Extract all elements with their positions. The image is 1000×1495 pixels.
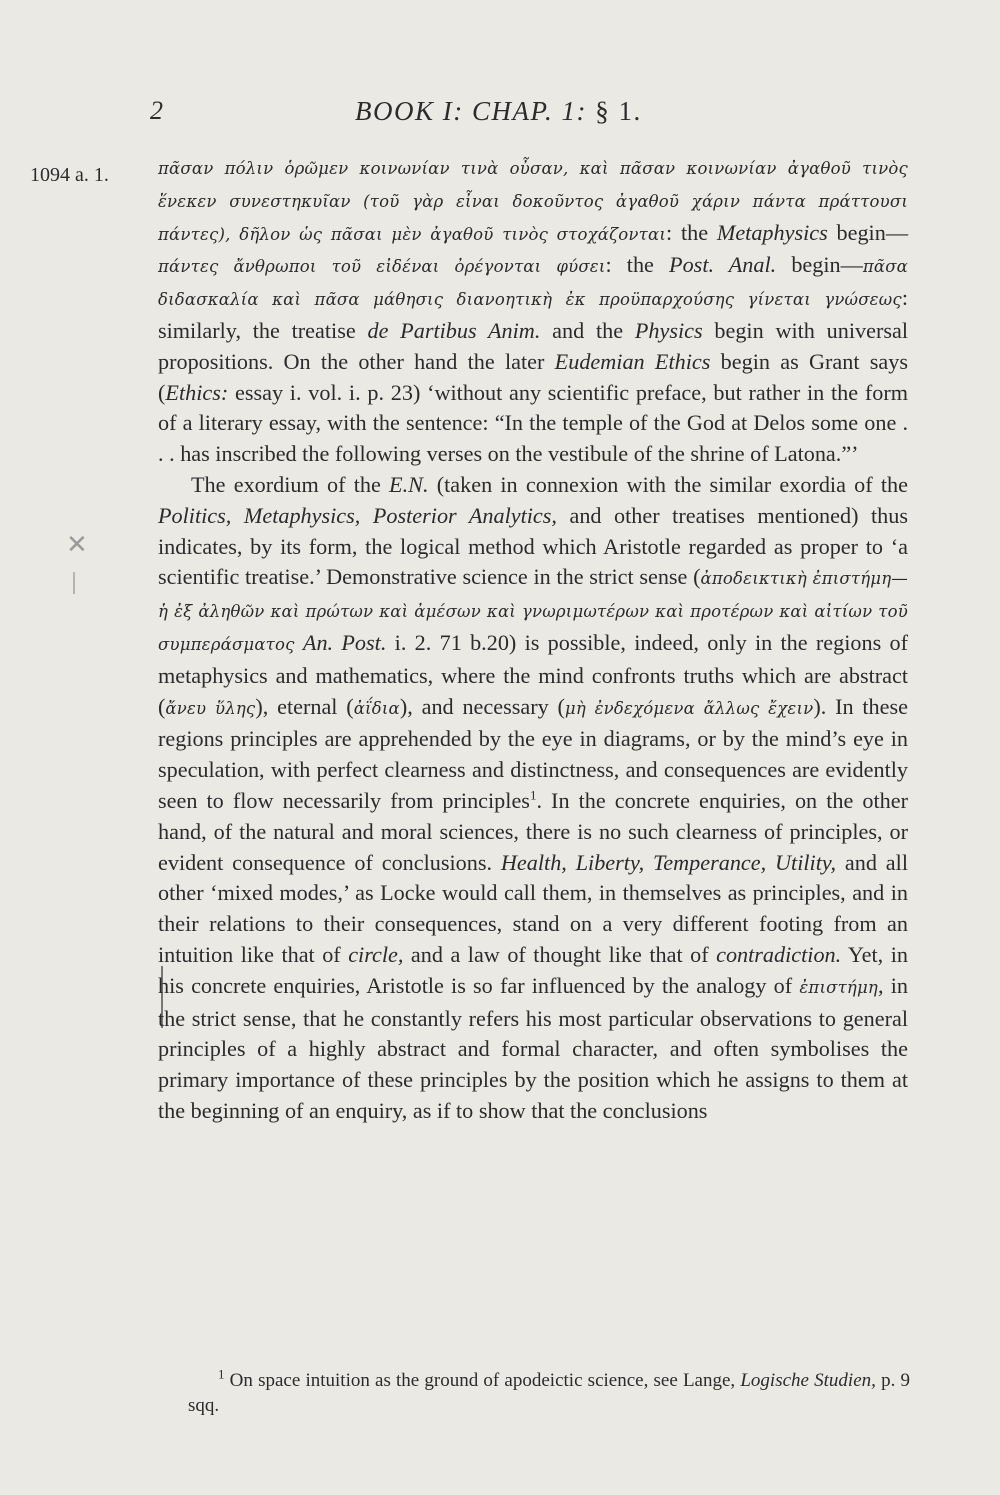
text-run: (taken in connexion with the similar exordia of the [428,471,908,497]
greek-text: πᾶσαν πόλιν ὁρῶμεν κοινωνίαν τινὰ οὖσαν, καὶ πᾶσαν κοινωνίαν ἀγαθοῦ τινὸς ἕνεκεν συνεστηκυῖαν (τοῦ γὰρ εἶναι δοκοῦντος ἀγαθοῦ χάριν πάντα πράττουσι πάντες), δῆλον ὡς πᾶσαι μὲν ἀγαθοῦ τινὸς στοχάζονται [158,159,908,244]
footnote-marker: 1 [529,787,537,803]
text-run: i. 2. 71 b.20) is possible, indeed, only in the regions of metaphysics and mathematics, where the mind confronts truths which are abstract ( [158,629,908,719]
paragraph-1 [158,152,908,470]
italic-text: Physics [634,317,703,343]
text-run: ), and necessary ( [399,693,565,719]
text-run: and the [540,317,635,343]
italic-text: Ethics: [165,379,229,405]
text-run: : the [666,219,717,245]
italic-text: circle, [348,941,404,967]
paragraph-2 [158,470,908,1127]
italic-text: Post. Anal. [669,252,777,278]
greek-text: ἐπιστήμη [799,977,878,997]
footnote-text [188,1368,910,1418]
greek-text: πᾶσα διδασκαλία καὶ πᾶσα μάθησις διανοητικὴ ἐκ προϋπαρχούσης γίνεται γνώσεως [158,257,909,310]
italic-text: Politics, Metaphysics, Posterior Analytics, [158,502,557,528]
running-head-section: § 1. [595,96,642,126]
footnote-number: 1 [218,1366,225,1382]
greek-text: πάντες ἄνθρωποι τοῦ εἰδέναι ὀρέγονται φύσει [158,257,606,277]
italic-text: E.N. [389,471,429,497]
greek-text: ἀποδεικτικὴ ἐπιστήμη—ἡ ἐξ ἀληθῶν καὶ πρώτων καὶ ἀμέσων καὶ γνωριμωτέρων καὶ προτέρων καὶ αἰτίων τοῦ συμπεράσματος [158,569,908,654]
italic-text: de Partibus Anim. [367,317,541,343]
text-run: begin— [827,219,909,245]
footnote [188,1368,910,1418]
text-run: and a law of thought like that of [403,941,717,967]
text-run: . In the concrete enquiries, on the other hand, of the natural and moral sciences, there is no such clearness of principles, or evident consequence of conclusions. [158,787,909,875]
pencil-x-mark: ✕ [66,530,88,560]
text-run: ). In these regions principles are apprehended by the eye in diagrams, or by the mind’s eye in speculation, with perfect clearness and distinctness, and consequences are evidently seen to flow necessarily from principles [158,693,908,813]
page-number: 2 [150,96,163,125]
running-head [355,96,642,127]
italic-text: An. Post. [302,629,387,655]
text-run: begin— [776,252,863,278]
text-run: On space intuition as the ground of apodeictic science, see Lange, [224,1370,741,1391]
page-header [150,96,850,136]
text-run: Yet, in his concrete enquiries, Aristotle is so far influenced by the analogy of [158,941,908,998]
italic-text: Health, Liberty, Temperance, Utility, [500,849,837,875]
text-run [295,630,303,655]
italic-text: contradiction. [716,941,842,967]
running-head-title: BOOK I: CHAP. 1: [355,96,587,126]
text-run: essay i. vol. i. p. 23) ‘without any scientific preface, but rather in the form of a literary essay, with the sentence: “In the temple of the God at Delos some one . . . has inscribed the following verses on the vestibule of the shrine of Latona.”’ [158,379,908,467]
text-run: : similarly, the treatise [158,285,908,343]
text-run: and all other ‘mixed modes,’ as Locke would call them, in themselves as principles, and in their relations to their consequences, stand on a very different footing from an intuition like that of [158,849,908,967]
text-run: , in the strict sense, that he constantly refers his most particular observations to general principles of a highly abstract and formal character, and often symbolises the primary importance of these principles by the position which he assigns to them at the beginning of an enquiry, as if to show that the conclusions [158,972,908,1123]
greek-text: μὴ ἐνδεχόμενα ἄλλως ἔχειν [564,698,814,718]
body-text [158,152,908,1127]
text-run: ), eternal ( [255,693,354,719]
text-run: : the [605,252,670,278]
pencil-tick-mark [73,572,75,594]
italic-text: Eudemian Ethics [554,348,711,374]
italic-text: Logische Studien, [740,1370,876,1391]
text-run: p. 9 sqq. [188,1370,910,1416]
text-run: begin as Grant says ( [158,348,908,405]
greek-text: ἀΐδια [353,698,400,718]
italic-text: Metaphysics [716,219,828,245]
text-run: and other treatises mentioned) thus indicates, by its form, the logical method which Aristotle regarded as proper to ‘a scientific treatise.’ Demonstrative science in the strict sense ( [158,502,908,590]
text-run: begin with universal propositions. On the other hand the later [158,317,908,374]
marginal-reference: 1094 a. 1. [30,164,109,186]
text-run: The exordium of the [191,471,390,497]
greek-text: ἄνευ ὕλης [165,698,256,718]
